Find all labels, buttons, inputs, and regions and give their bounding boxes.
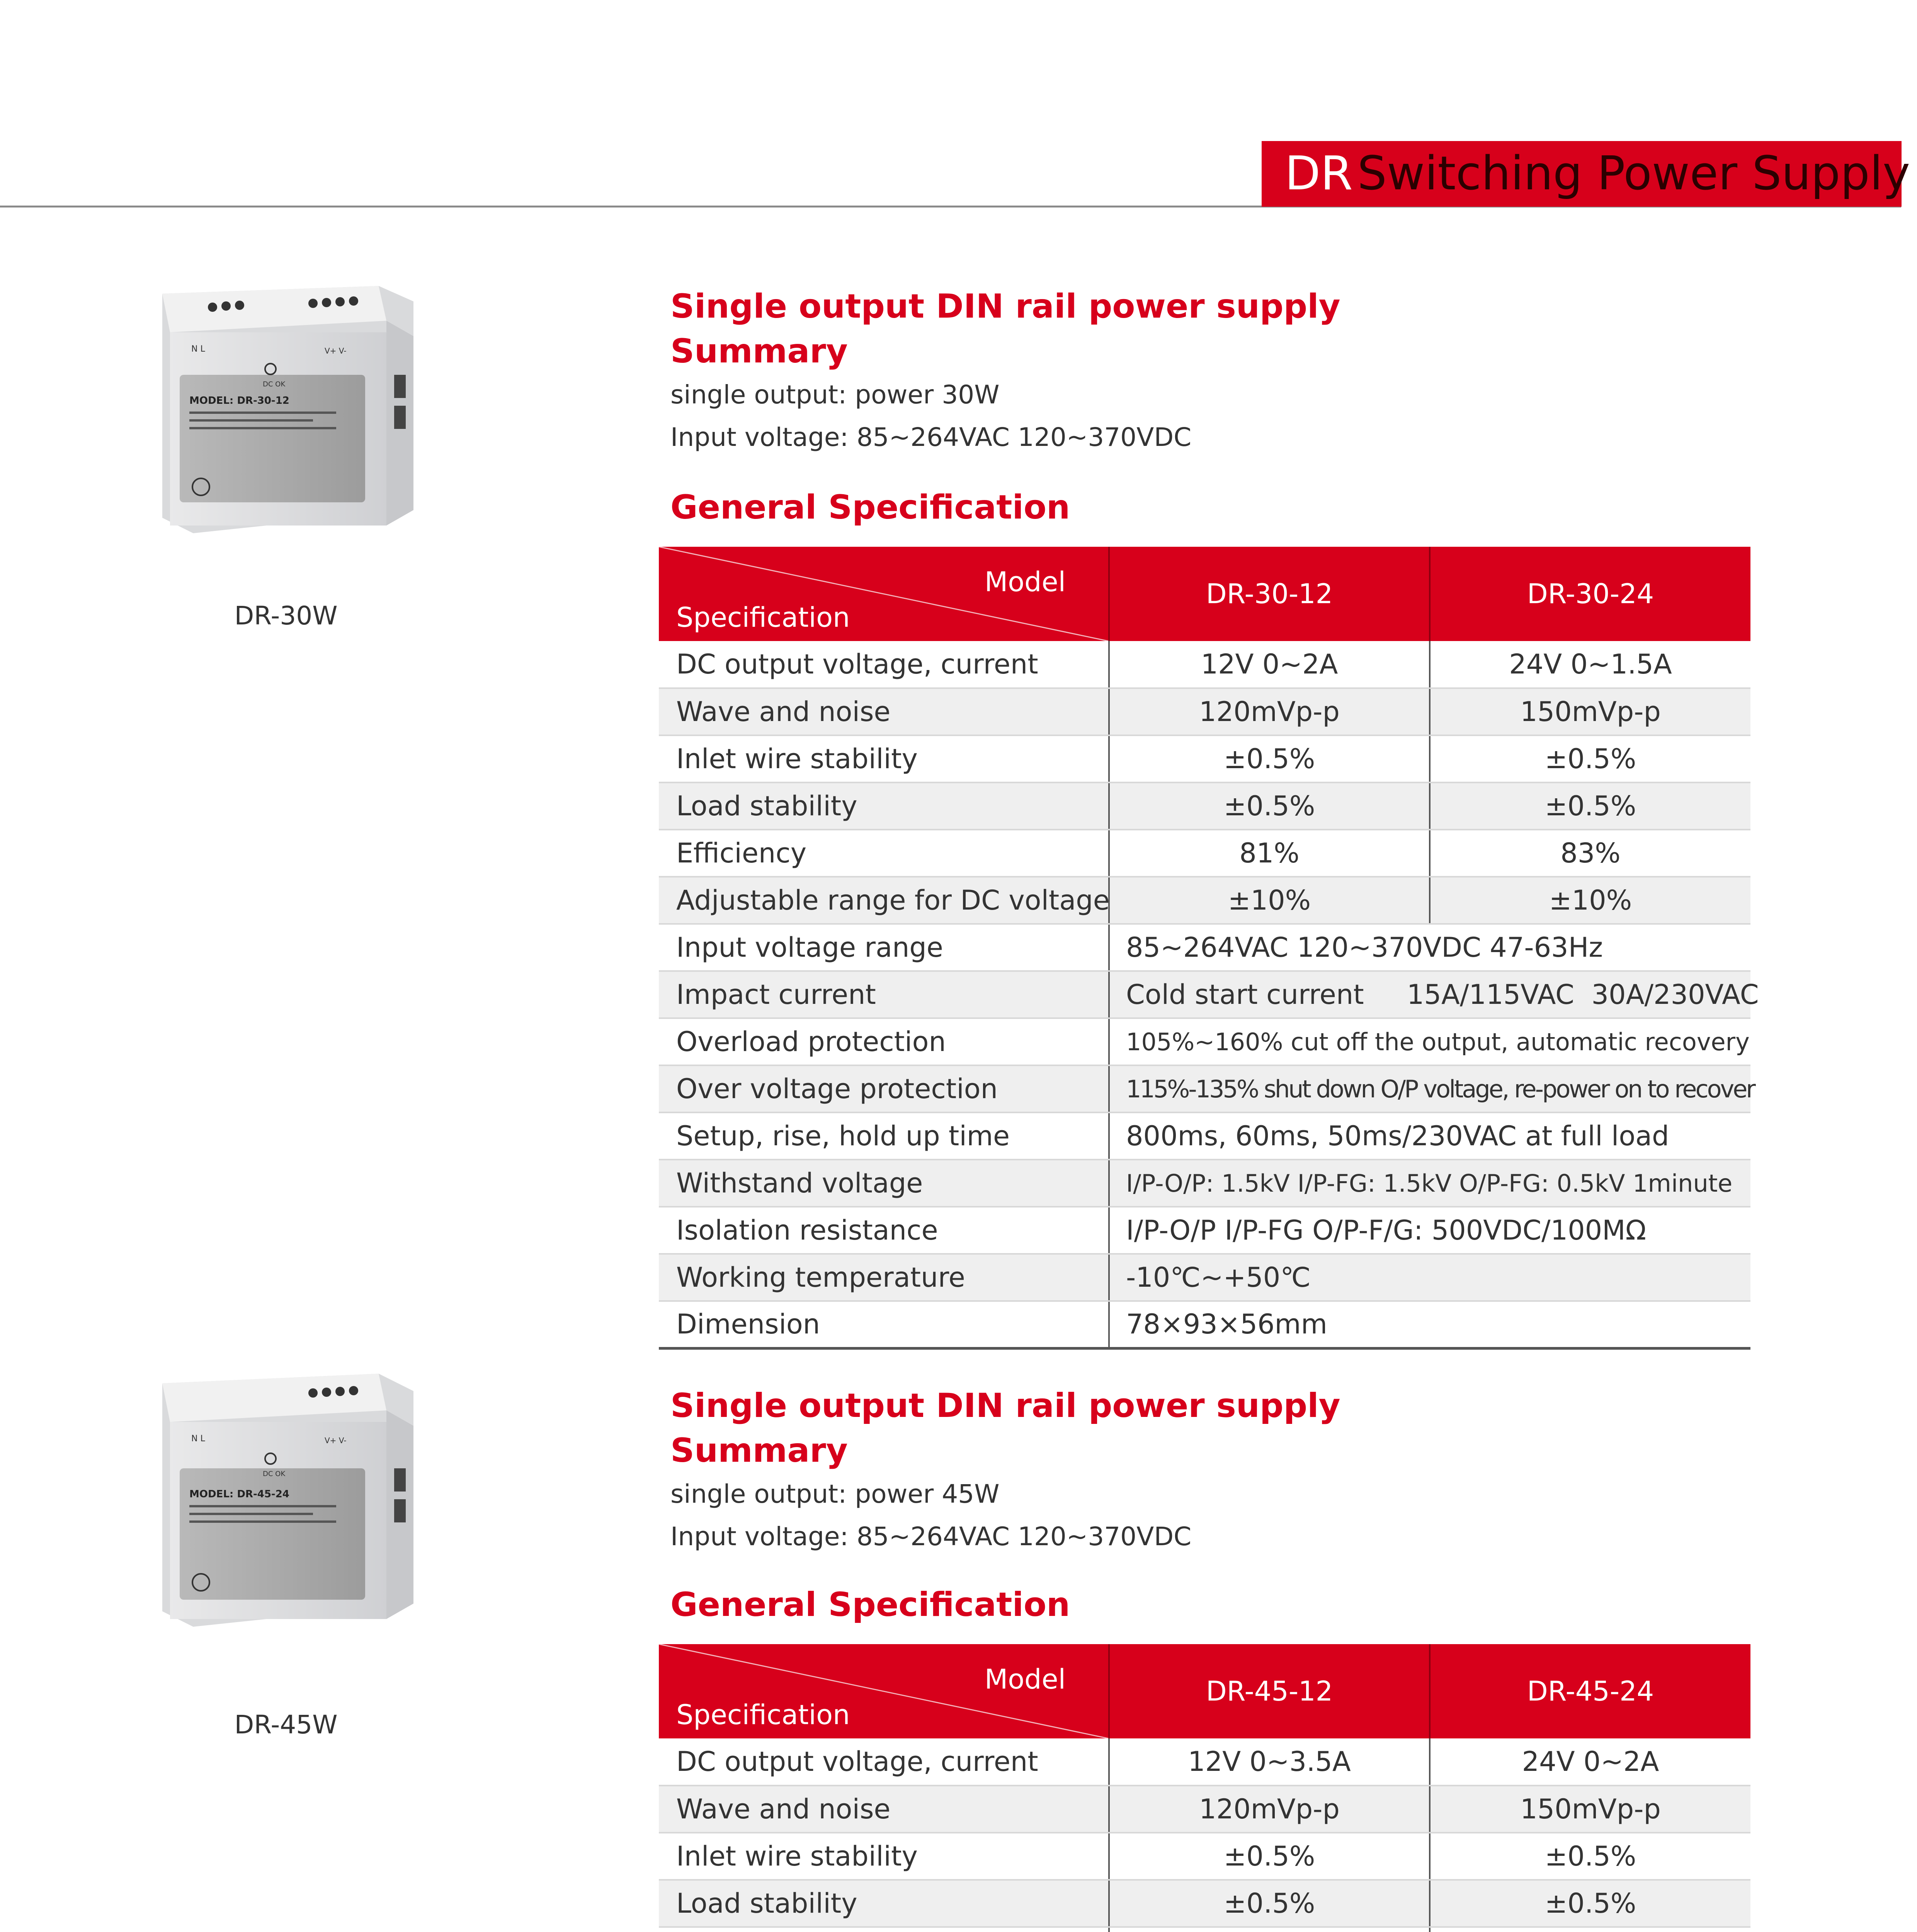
corner-model-label: Model [984, 566, 1066, 598]
row-label: Over voltage protection [659, 1065, 1109, 1112]
row-label: Adjustable range for DC voltage [659, 877, 1109, 924]
table-row [659, 1160, 1750, 1207]
corner-spec-label: Specification [676, 602, 850, 633]
dr-30w-product-image [147, 278, 425, 541]
row-label: Efficiency [659, 830, 1109, 877]
product-summary-block [670, 1383, 1752, 1558]
spec-table [659, 547, 1759, 1350]
table-row [659, 735, 1750, 782]
row-value: 150mVp-p [1430, 1786, 1750, 1833]
row-value: 83% [1430, 830, 1750, 877]
device-model-label: MODEL: DR-30-12 [189, 395, 289, 406]
row-label: Overload protection [659, 1018, 1109, 1065]
corner-spec-label: Specification [676, 1699, 850, 1731]
row-value: 105%~160% cut off the output, automatic recovery [1109, 1018, 1750, 1065]
row-value: 150mVp-p [1430, 688, 1750, 735]
model-header: DR-45-12 [1109, 1644, 1430, 1738]
banner-brand: DR [1285, 147, 1353, 201]
model-header: DR-30-12 [1109, 547, 1430, 641]
corner-model-label: Model [984, 1663, 1066, 1695]
section-heading: Single output DIN rail power supply [670, 1386, 1340, 1425]
row-label: Load stability [659, 782, 1109, 830]
summary-line: single output: power 30W [670, 380, 1000, 410]
row-value: ±0.5% [1430, 735, 1750, 782]
row-value: ±0.5% [1430, 1833, 1750, 1880]
device-terminal-v: V+ V- [325, 346, 347, 355]
table-row [659, 1207, 1750, 1254]
dr-45w-product-image [147, 1364, 425, 1634]
row-value: 85~264VAC 120~370VDC 47-63Hz [1109, 924, 1750, 971]
spec-table [659, 1644, 1750, 1932]
row-value: 12V 0~3.5A [1109, 1738, 1430, 1786]
row-value: 24V 0~2A [1430, 1738, 1750, 1786]
row-value: 115%-135% shut down O/P voltage, re-power on to recover [1109, 1065, 1750, 1112]
spec-title: General Specification [670, 1585, 1070, 1624]
row-value: ±0.5% [1109, 1833, 1430, 1880]
row-label: Inlet wire stability [659, 735, 1109, 782]
spec-title-block [670, 485, 1752, 530]
table-row [659, 830, 1750, 877]
row-value: ±0.5% [1430, 782, 1750, 830]
row-value: ±0.5% [1430, 1880, 1750, 1927]
row-value: 120mVp-p [1109, 688, 1430, 735]
row-label: Withstand voltage [659, 1160, 1109, 1207]
table-row [659, 641, 1750, 688]
device-terminal-nl: N L [191, 1434, 205, 1444]
table-header-row [659, 547, 1750, 641]
table-row [659, 924, 1750, 971]
spec-title-block [670, 1582, 1752, 1627]
row-label [659, 1927, 1109, 1932]
table-row [659, 688, 1750, 735]
product-caption: DR-30W [234, 601, 338, 631]
row-label: Impact current [659, 971, 1109, 1018]
row-value: I/P-O/P: 1.5kV I/P-FG: 1.5kV O/P-FG: 0.5kV 1minute [1109, 1160, 1750, 1207]
summary-line: Input voltage: 85~264VAC 120~370VDC [670, 1522, 1192, 1551]
summary-line: Input voltage: 85~264VAC 120~370VDC [670, 422, 1192, 452]
row-label: Setup, rise, hold up time [659, 1112, 1109, 1160]
summary-heading: Summary [670, 1431, 848, 1470]
table-row [659, 1065, 1750, 1112]
row-value: I/P-O/P I/P-FG O/P-F/G: 500VDC/100MΩ [1109, 1207, 1750, 1254]
table-row [659, 782, 1750, 830]
row-value: 78×93×56mm [1109, 1301, 1750, 1348]
row-value: ±10% [1430, 877, 1750, 924]
row-label: Isolation resistance [659, 1207, 1109, 1254]
table-row [659, 1786, 1750, 1833]
model-header: DR-45-24 [1430, 1644, 1750, 1738]
table-row [659, 1738, 1750, 1786]
device-led-label: DC OK [263, 1470, 286, 1478]
row-label: DC output voltage, current [659, 641, 1109, 688]
row-label: Input voltage range [659, 924, 1109, 971]
table-row [659, 1301, 1750, 1348]
table-row [659, 1927, 1750, 1932]
row-value: -10℃~+50℃ [1109, 1254, 1750, 1301]
table-row [659, 1018, 1750, 1065]
row-value: 120mVp-p [1109, 1786, 1430, 1833]
table-corner-cell [659, 547, 1109, 641]
row-label: Dimension [659, 1301, 1109, 1348]
table-row [659, 1254, 1750, 1301]
row-value: 12V 0~2A [1109, 641, 1430, 688]
spec-title: General Specification [670, 488, 1070, 527]
row-value: Cold start current 15A/115VAC 30A/230VAC [1109, 971, 1750, 1018]
row-value: ±0.5% [1109, 735, 1430, 782]
banner-title: Switching Power Supply [1357, 147, 1910, 201]
row-label: Inlet wire stability [659, 1833, 1109, 1880]
table-header-row [659, 1644, 1750, 1738]
row-value: 800ms, 60ms, 50ms/230VAC at full load [1109, 1112, 1750, 1160]
device-model-label: MODEL: DR-45-24 [189, 1488, 289, 1500]
row-value [1430, 1927, 1750, 1932]
table-row [659, 1880, 1750, 1927]
row-label: Working temperature [659, 1254, 1109, 1301]
device-led-label: DC OK [263, 380, 286, 388]
row-value [1109, 1927, 1430, 1932]
product-caption: DR-45W [234, 1710, 338, 1740]
row-value: ±0.5% [1109, 782, 1430, 830]
row-value: ±10% [1109, 877, 1430, 924]
row-label: Wave and noise [659, 1786, 1109, 1833]
product-summary-block [670, 284, 1752, 459]
row-label: Load stability [659, 1880, 1109, 1927]
model-header: DR-30-24 [1430, 547, 1750, 641]
row-value: 81% [1109, 830, 1430, 877]
summary-heading: Summary [670, 332, 848, 371]
table-row [659, 971, 1750, 1018]
device-terminal-nl: N L [191, 344, 205, 354]
section-heading: Single output DIN rail power supply [670, 287, 1340, 326]
table-row [659, 1112, 1750, 1160]
table-row [659, 1833, 1750, 1880]
row-value: ±0.5% [1109, 1880, 1430, 1927]
row-label: Wave and noise [659, 688, 1109, 735]
row-value: 24V 0~1.5A [1430, 641, 1750, 688]
table-corner-cell [659, 1644, 1109, 1738]
table-row [659, 877, 1750, 924]
row-label: DC output voltage, current [659, 1738, 1109, 1786]
summary-line: single output: power 45W [670, 1479, 1000, 1509]
page-banner [1262, 141, 1910, 207]
device-terminal-v: V+ V- [325, 1436, 347, 1445]
